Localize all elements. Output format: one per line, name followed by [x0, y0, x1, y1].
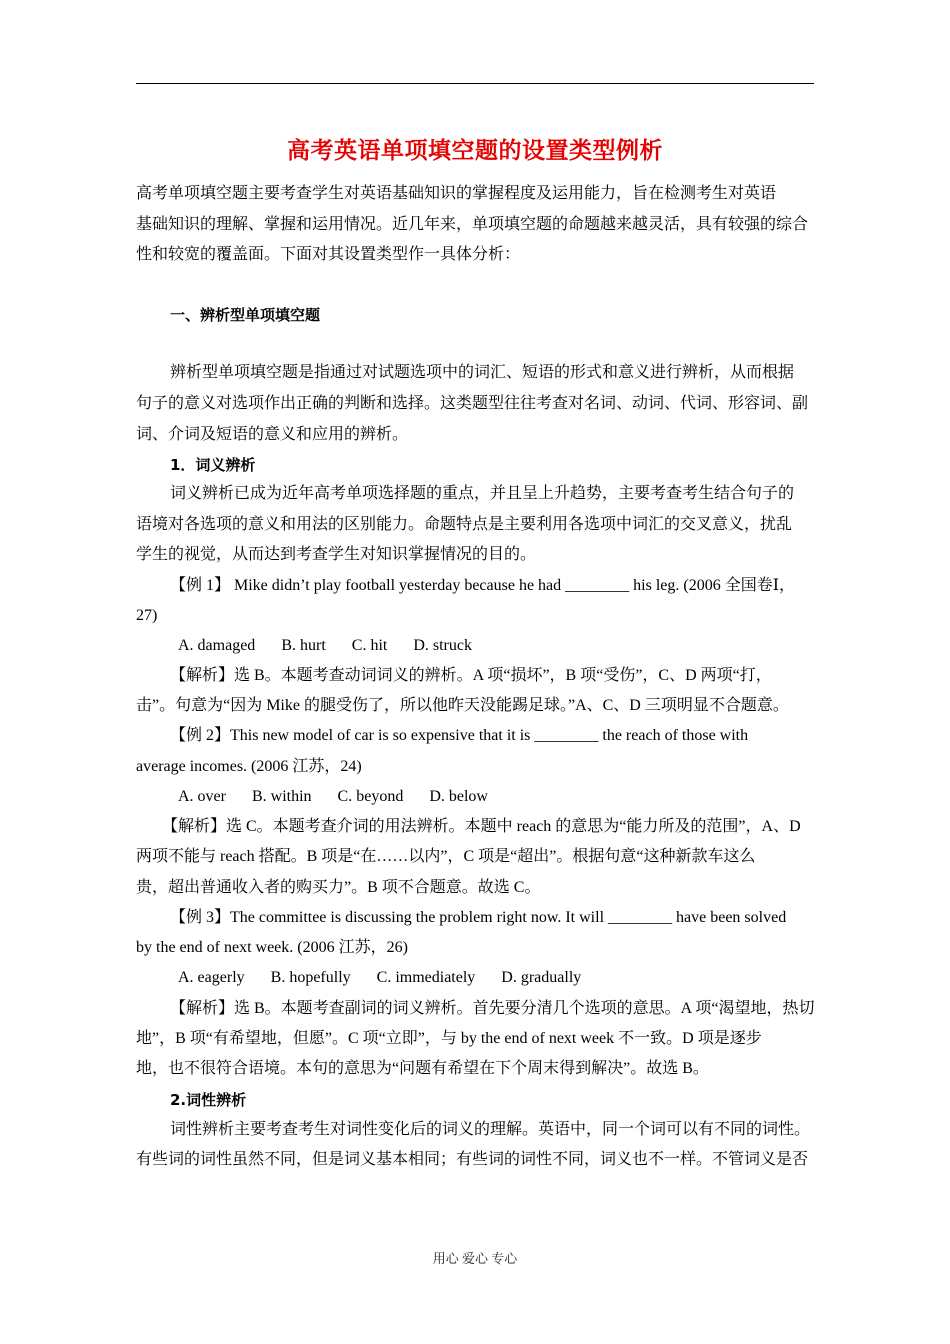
example-question: by the end of next week. (2006 江苏，26) [136, 939, 408, 956]
intro-line: 性和较宽的覆盖面。下面对其设置类型作一具体分析： [136, 246, 521, 263]
option: A. eagerly [178, 969, 245, 986]
example-analysis: 【解析】选 C。本题考查介词的用法辨析。本题中 reach 的意思为“能力所及的范围”，A、D [162, 818, 801, 835]
example-question: 27) [136, 607, 158, 624]
option: B. hopefully [270, 969, 351, 986]
body-line: 辨析型单项填空题是指通过对试题选项中的词汇、短语的形式和意义进行辨析，从而根据 [170, 364, 795, 381]
header-rule [136, 83, 814, 84]
body-line: 词义辨析已成为近年高考单项选择题的重点，并且呈上升趋势，主要考查考生结合句子的 [170, 485, 795, 502]
body-line: 句子的意义对选项作出正确的判断和选择。这类题型往往考查对名词、动词、代词、形容词、副 [136, 395, 809, 412]
example-question: average incomes. (2006 江苏，24) [136, 758, 362, 775]
option: B. within [251, 788, 312, 805]
page-footer: 用心 爱心 专心 [432, 1251, 518, 1266]
subsection-heading: 1．词义辨析 [170, 456, 256, 474]
document-title: 高考英语单项填空题的设置类型例析 [287, 138, 663, 164]
option: D. below [429, 788, 488, 805]
subsection-heading: 2.词性辨析 [170, 1091, 247, 1109]
body-line: 学生的视觉，从而达到考查学生对知识掌握情况的目的。 [136, 546, 537, 563]
example-options [178, 787, 868, 807]
example-analysis: 贵，超出普通收入者的购买力”。B 项不合题意。故选 C。 [136, 879, 541, 896]
section-heading: 一、辨析型单项填空题 [170, 306, 321, 324]
example-analysis: 【解析】选 B。本题考查动词词义的辨析。A 项“损坏”，B 项“受伤”，C、D 两项“打， [170, 667, 772, 684]
body-line: 词、介词及短语的意义和应用的辨析。 [136, 426, 409, 443]
body-line: 词性辨析主要考查考生对词性变化后的词义的理解。英语中，同一个词可以有不同的词性。 [170, 1121, 811, 1138]
example-question: 【例 3】The committee is discussing the problem right now. It will ________ have been solved [170, 909, 787, 926]
example-analysis: 两项不能与 reach 搭配。B 项是“在……以内”，C 项是“超出”。根据句意“这种新款车这么 [136, 848, 756, 865]
option: D. struck [413, 637, 472, 654]
body-line: 语境对各选项的意义和用法的区别能力。命题特点是主要利用各选项中词汇的交叉意义，扰乱 [136, 516, 793, 533]
example-options [178, 968, 868, 988]
intro-line: 高考单项填空题主要考查学生对英语基础知识的掌握程度及运用能力，旨在检测考生对英语 [136, 185, 777, 202]
example-question: 【例 1】 Mike didn’t play football yesterday because he had ________ his leg. (2006 全国卷Ⅰ， [170, 577, 796, 594]
option: D. gradually [501, 969, 582, 986]
option: C. immediately [376, 969, 476, 986]
example-analysis: 【解析】选 B。本题考查副词的词义辨析。首先要分清几个选项的意思。A 项“渴望地，热切 [170, 1000, 815, 1017]
body-line: 有些词的词性虽然不同，但是词义基本相同；有些词的词性不同，词义也不一样。不管词义是否 [136, 1151, 809, 1168]
option: A. over [178, 788, 226, 805]
example-analysis: 击”。句意为“因为 Mike 的腿受伤了，所以他昨天没能踢足球。”A、C、D 三项明显不合题意。 [136, 697, 789, 714]
option: C. hit [351, 637, 388, 654]
option: A. damaged [178, 637, 256, 654]
example-analysis: 地，也不很符合语境。本句的意思为“问题有希望在下个周末得到解决”。故选 B。 [136, 1060, 709, 1077]
example-options [178, 636, 868, 656]
option: C. beyond [337, 788, 404, 805]
example-question: 【例 2】This new model of car is so expensive that it is ________ the reach of those with [170, 727, 749, 744]
example-analysis: 地”，B 项“有希望地，但愿”。C 项“立即”，与 by the end of next week 不一致。D 项是逐步 [136, 1030, 762, 1047]
intro-line: 基础知识的理解、掌握和运用情况。近几年来，单项填空题的命题越来越灵活，具有较强的综合 [136, 216, 809, 233]
option: B. hurt [281, 637, 326, 654]
